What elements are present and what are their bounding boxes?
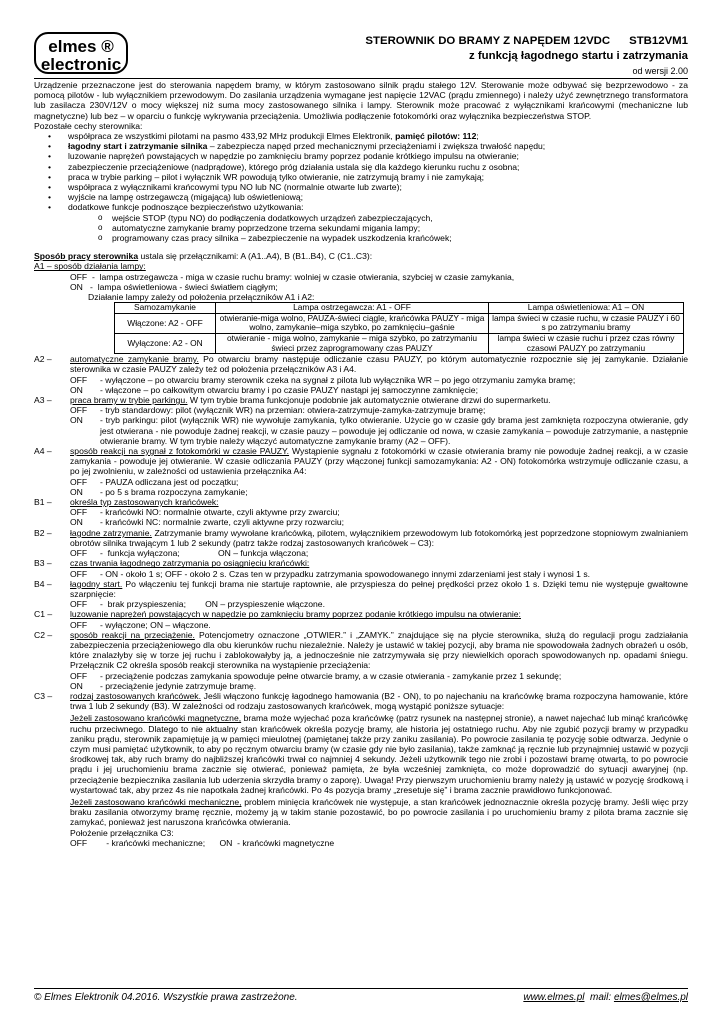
logo-line-2: electronic <box>40 55 122 74</box>
a4-off: OFF - PAUZA odliczana jest od początku; <box>70 476 239 487</box>
title-line-1: STEROWNIK DO BRAMY Z NAPĘDEM 12VDC STB12VM1 <box>365 35 688 47</box>
c1-off: OFF - wyłączone; ON – włączone. <box>70 619 211 630</box>
elmes-logo <box>34 32 128 74</box>
section-b1: B1 – określa typ zastosowanych krańcówek: <box>34 497 219 508</box>
intro-paragraph: Urządzenie przeznaczone jest do sterowania napędem bramy, w którym zastosowano silnik prądu stałego 12V. Sterowanie może odbywać się bezprzewodowo - za pomocą pilotów - lub wyłącznikiem przewodowym. Do zasilania urządzenia wymagane jest napięcie 12VAC (prądu zmiennego) i należy użyć zewnętrznego transformatora lub zasilacza 230V/12V o mocy większej niż suma mocy zastosowanego silnika i lampy. Sterownik może pracować z wyłącznikami krańcowymi (mechaniczne lub magnetyczne) lub bez – w oparciu o funkcję wykrywania przeciążenia. Umożliwia podłączenie fotokomórki oraz wyłącznika bezpieczeństwa STOP. <box>34 80 688 121</box>
b1-on: ON - krańcówki NC: normalnie zwarte, czyli aktywne przy rozwarciu; <box>70 517 345 528</box>
feature-item: • zabezpieczenie przeciążeniowe (nadprądowe), którego próg działania ustala się dla każdego kierunku ruchu z osobna; <box>34 162 688 172</box>
a1-on: ON - lampa oświetleniowa - świeci światłem ciągłym; <box>70 281 278 292</box>
table-header-cell: Samozamykanie <box>115 303 216 314</box>
section-c3: C3 – rodzaj zastosowanych krańcówek. Jeśli włączono funkcję łagodnego hamowania (B2 - ON), to po najechaniu na krańcówkę brama rozpoczyna hamowanie, które trwa 1 lub 2 sekundy (B3). W zależności od rodzaju zastosowanych krańcówek, mogą wystąpić poniższe sytuacje: <box>34 690 688 712</box>
section-label: B2 – <box>34 527 52 538</box>
table-cell: lampa świeci w czasie ruchu i przez czas równy czasowi PAUZY po zatrzymaniu <box>489 334 684 354</box>
feature-item: • luzowanie naprężeń powstających w napędzie po zamknięciu bramy poprzez podanie krótkiego impulsu na otwieranie; <box>34 151 688 161</box>
footer-contact: www.elmes.pl mail: elmes@elmes.pl <box>523 992 688 1003</box>
table-cell: otwieranie-miga wolno, PAUZA-świeci ciągle, krańcówka PAUZY - miga wolno, zamykanie–miga szybko, po zamknięciu–gaśnie <box>216 313 489 333</box>
section-label: B3 – <box>34 558 52 569</box>
document-body <box>34 80 688 848</box>
section-b2: B2 – łagodne zatrzymanie. Zatrzymanie bramy wywołane krańcówką, pilotem, wyłącznikiem przewodowym lub fotokomórką jest poprzedzone stopniowym zwalnianiem obrotów silnika trwającym 1 lub 2 sekundy (patrz także rodzaj zastosowanych krańcówek – C3): <box>34 527 688 548</box>
c2-off: OFF - przeciążenie podczas zamykania spowoduje pełne otwarcie bramy, a w czasie otwierania - zamykanie przez 1 sekundę; <box>70 670 562 681</box>
footer <box>34 992 688 1003</box>
section-c1: C1 – luzowanie naprężeń powstających w napędzie po zamknięciu bramy poprzez podanie krótkiego impulsu na otwieranie: <box>34 609 521 620</box>
section-label: C2 – <box>34 629 53 640</box>
a4-on: ON - po 5 s brama rozpoczyna zamykanie; <box>70 486 248 497</box>
section-c2: C2 – sposób reakcji na przeciążenie. Potencjometry oznaczone „OTWIER.” i „ZAMYK.” znajdujące się na płycie sterownika, służą do regulacji progu zadziałania zabezpieczenia przeciążeniowego dla obu kierunków ruchu niezależnie. Należy je ustawić w takiej pozycji, aby brama nie spowodowała żadnych obrażeń u osób, które znalazłyby się w torze jej ruchu i zablokowałyby ją, a jednocześnie nie zatrzymywała się przy niewielkich oporach spowodowanych np. opadami śniegu. Przełącznik C2 określa sposób reakcji sterownika na wystąpienie przeciążenia: <box>34 629 688 671</box>
feature-item: • łagodny start i zatrzymanie silnika – zabezpiecza napęd przed mechanicznymi przeciążeniami i zwiększa trwałość napędu; <box>34 141 688 151</box>
section-a2: A2 – automatyczne zamykanie bramy. Po otwarciu bramy następuje odliczanie czasu PAUZY, po którym automatycznie rozpocznie się jej zamykanie. Działanie sterownika w czasie PAUZY zależy też od położenia przełączników A3 i A4. <box>34 354 689 375</box>
version-label: od wersji 2.00 <box>632 66 688 76</box>
c3-position-values: OFF - krańcówki mechaniczne; ON - krańcówki magnetyczne <box>70 837 335 848</box>
feature-item: • współpraca z wyłącznikami krańcowymi typu NO lub NC (normalnie otwarte lub zwarte); <box>34 182 688 192</box>
subfeature-item: o wejście STOP (typu NO) do podłączenia dodatkowych urządzeń zabezpieczających, <box>34 213 688 223</box>
table-cell: lampa świeci w czasie ruchu, w czasie PAUZY i 60 s po zatrzymaniu bramy <box>489 313 684 333</box>
b4-off: OFF - brak przyspieszenia; ON – przyspieszenie włączone. <box>70 599 325 610</box>
feature-item: • dodatkowe funkcje podnoszące bezpieczeństwo użytkowania: <box>34 202 688 212</box>
section-b4: B4 – łagodny start. Po włączeniu tej funkcji brama nie startuje raptownie, ale przyspiesza do pełnej prędkości przez około 1 s. Dzięki temu nie występuje gwałtowne szarpnięcie: <box>34 578 688 599</box>
table-row <box>115 334 684 354</box>
table-header-row <box>115 303 684 314</box>
section-label: B1 – <box>34 497 52 508</box>
email-link[interactable]: elmes@elmes.pl <box>613 992 688 1003</box>
c3-magnetic-paragraph: Jeżeli zastosowano krańcówki magnetyczne, brama może wyjechać poza krańcówkę (patrz rysunek na następnej stronie), a nawet najechać lub minąć krańcówkę ruchu przeciwnego. Dlatego to nie aktualny stan krańcówek określa pozycję bramy, ale historia jej ostatniego ruchu. Aby nie zgubić pozycji bramy w przypadku zaniku prądu, sterownik zapamiętuje ją w pamięci mieulotnej (pamiętanej także przy zaniku zasilania). Po powrocie zasilania tę pozycję sobie odtwarza. Jedynie o czym musi pamiętać użytkownik, to aby po ręcznym otwarciu bramy (w czasie gdy nie było zasilania), także zamknąć ją ręcznie lub przynajmniej ustawić w pozycji środkowej tak, aby ruch bramy do najbliższej krańcówki trwał co najmniej 4 sekundy. Jeżeli użytkownik tego nie zrobi i pozostawi bramę otwartą, to po powrocie prądu i jej uruchomieniu brama zacznie się otwierać, ponieważ pamięta, że była wcześniej zamknięta, co może doprowadzić do sytuacji awaryjnej (np. przeciążenie bezpiecznika zasilania lub uderzenia skrzydła bramy o zaporę). Uwaga! Przy pierwszym uruchomieniu bramy należy ją ustawić w pozycję środkową i wystartować tak, aby przez 4s nie napotkała żadnej krańcówki. Po 4s pozycja bramy „zresetuje się” i brama zacznie prawidłowo funkcjonować. <box>70 713 688 795</box>
section-b3: B3 – czas trwania łagodnego zatrzymania po osiągnięciu krańcówki: <box>34 558 310 569</box>
b1-off: OFF - krańcówki NO: normalnie otwarte, czyli aktywne przy zwarciu; <box>70 507 340 518</box>
document-title <box>300 34 688 64</box>
a1-table-caption: Działanie lampy zależy od położenia przełączników A1 i A2: <box>88 292 315 303</box>
section-a4: A4 – sposób reakcji na sygnał z fotokomórki w czasie PAUZY. Wystąpienie sygnału z fotokomórki w czasie otwierania bramy nie powoduje żadnej reakcji, a w czasie zamykania - powoduje jej otwieranie. W czasie odliczania PAUZY (przy włączonej funkcji samozamykania: A2 - ON) fotokomórka wstrzymuje odliczanie czasu, a po jej zwolnieniu, w zależności od ustawienia przełącznika A4: <box>34 446 688 477</box>
a2-on: ON - włączone – po całkowitym otwarciu bramy i po czasie PAUZY nastąpi jej samoczynne zamknięcie; <box>70 384 478 395</box>
c2-on: ON - przeciążenie jedynie zatrzymuje bramę. <box>70 680 257 691</box>
section-label: C1 – <box>34 609 53 620</box>
section-a1-label: A1 – sposób działania lampy: <box>34 261 146 272</box>
section-a3: A3 – praca bramy w trybie parkingu. W tym trybie brama funkcjonuje podobnie jak automatycznie otwierane drzwi do supermarketu. <box>34 395 551 406</box>
table-cell: Wyłączone: A2 - ON <box>115 334 216 354</box>
subfeature-item: o automatyczne zamykanie bramy poprzedzone trzema sekundami migania lampy; <box>34 223 688 233</box>
header-divider <box>34 78 688 79</box>
features-list <box>34 131 688 213</box>
section-label: A4 – <box>34 446 52 457</box>
table-header-cell: Lampa oświetleniowa: A1 – ON <box>489 303 684 314</box>
section-label: A3 – <box>34 395 52 406</box>
feature-item: • współpraca ze wszystkimi pilotami na pasmo 433,92 MHz produkcji Elmes Elektronik, pamięć pilotów: 112; <box>34 131 688 141</box>
section-label: C3 – <box>34 690 53 701</box>
a2-off: OFF - wyłączone – po otwarciu bramy sterownik czeka na sygnał z pilota lub wyłącznika WR – po jego otrzymaniu zamyka bramę; <box>70 374 576 385</box>
table-cell: otwieranie - miga wolno, zamykanie – miga szybko, po zatrzymaniu świeci przez zaprogramowany czas PAUZY <box>216 334 489 354</box>
section-label: B4 – <box>34 578 52 589</box>
table-cell: Włączone: A2 - OFF <box>115 313 216 333</box>
c3-position-caption: Położenie przełącznika C3: <box>70 827 174 838</box>
subfeatures-list <box>34 213 688 244</box>
table-header-cell: Lampa ostrzegawcza: A1 - OFF <box>216 303 489 314</box>
b3-off: OFF - ON - około 1 s; OFF - około 2 s. Czas ten w przypadku zatrzymania spowodowanego innymi zdarzeniami jest stały i wynosi 1 s. <box>70 568 591 579</box>
footer-divider <box>34 988 688 989</box>
copyright-text: © Elmes Elektronik 04.2016. Wszystkie prawa zastrzeżone. <box>34 992 298 1003</box>
a1-off: OFF - lampa ostrzegawcza - miga w czasie ruchu bramy: wolniej w czasie otwierania, szybciej w czasie zamykania, <box>70 271 515 282</box>
mode-intro: Sposób pracy sterownika ustala się przełącznikami: A (A1..A4), B (B1..B4), C (C1..C3): <box>34 251 373 262</box>
website-link[interactable]: www.elmes.pl <box>523 992 585 1003</box>
a3-on: ON - tryb parkingu: pilot (wyłącznik WR) nie wywołuje zamykania, tylko otwieranie. Użycie go w czasie gdy brama jest zamknięta rozpoczyna otwieranie, gdy jest otwierana - nie powoduje żadnej reakcji, w czasie pauzy – powoduje jej odliczanie od nowa, w czasie zamykania – powoduje zatrzymanie, a następnie otwieranie bramy. W tym trybie należy włączyć automatyczne zamykanie bramy (A2 – OFF). <box>70 415 688 446</box>
c3-mechanical-paragraph: Jeżeli zastosowano krańcówki mechaniczne, problem minięcia krańcówek nie występuje, a stan krańcówek jednoznacznie określa pozycję bramy. Jeśli więc przy braku zasilania otworzymy bramę ręcznie, możemy ją w takim stanie pozostawić, bo po powrocie zasilania i po uruchomieniu bramy z pilota brama zacznie się zamykać, ponieważ jest naruszona krańcówka otwierania. <box>70 796 688 828</box>
feature-item: • wyjście na lampę ostrzegawczą (migającą) lub oświetleniową; <box>34 192 688 202</box>
b2-off: OFF - funkcja wyłączona; ON – funkcja włączona; <box>70 548 309 559</box>
subfeature-item: o programowany czas pracy silnika – zabezpieczenie na wypadek uszkodzenia krańcówek; <box>34 233 688 243</box>
features-heading: Pozostałe cechy sterownika: <box>34 120 143 131</box>
a3-off: OFF - tryb standardowy: pilot (wyłącznik WR) na przemian: otwiera-zatrzymuje-zamyka-zatrzymuje bramę; <box>70 405 486 416</box>
table-row <box>115 313 684 333</box>
title-line-2: z funkcją łagodnego startu i zatrzymania <box>469 50 688 62</box>
section-label: A2 – <box>34 354 52 365</box>
logo-line-1: elmes ® <box>48 37 114 56</box>
feature-item: • praca w trybie parking – pilot i wyłącznik WR powodują tylko otwieranie, nie zatrzymują bramy i nie zamykają; <box>34 172 688 182</box>
lamp-table <box>114 302 684 354</box>
